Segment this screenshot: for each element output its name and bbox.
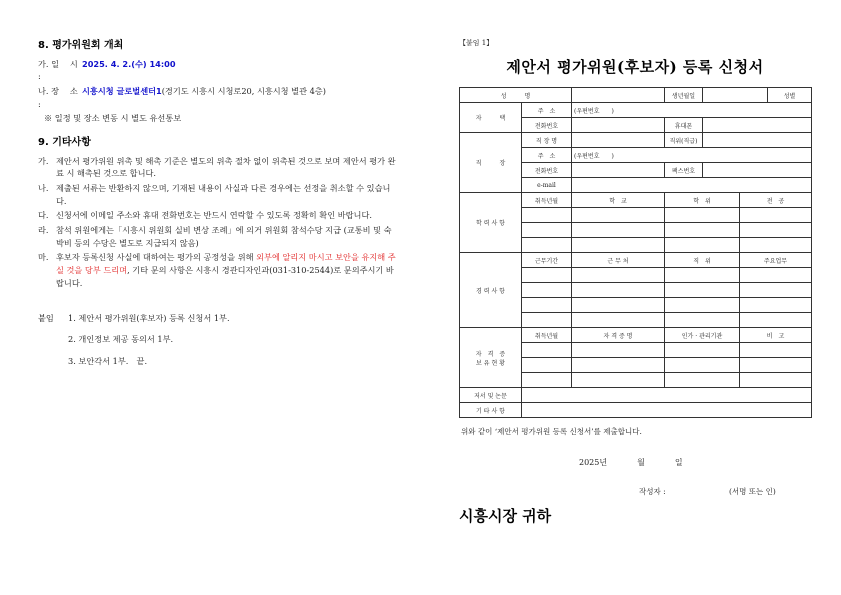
home-label: 자 택 — [460, 103, 522, 133]
fax-field[interactable] — [703, 163, 812, 178]
venue-row — [38, 85, 398, 110]
venue-label: 나. 장 소 : — [38, 85, 78, 109]
list-item-security: 마. 후보자 등록신청 사실에 대하여는 평가의 공정성을 위해 외부에 알리지 마시고 보안을 유지해 주실 것을 당부 드리며, 기타 문의 사항은 시흥시 경관디자인과(031-310-2544)로 문의주시기 바랍니다. — [38, 252, 396, 288]
list-item: 나. 제출된 서류는 반환하지 않으며, 기재된 내용이 사실과 다른 경우에는 선정을 취소할 수 있습니다. — [38, 182, 391, 206]
list-item: 가. 제안서 평가위원 위촉 및 해촉 기준은 별도의 위촉 절차 없이 위촉된 것으로 보며 제안서 평가 완료 시 해촉된 것으로 합니다. — [38, 155, 396, 179]
birth-field[interactable] — [703, 88, 768, 103]
work-address-field[interactable]: (우편번호 ) — [572, 148, 812, 163]
schedule-label: 가. 일 시 : — [38, 58, 78, 82]
date-line — [579, 457, 811, 468]
list-item: 다. 신청서에 이메일 주소와 휴대 전화번호는 반드시 연락할 수 있도록 정확히 확인 바랍니다. — [38, 210, 372, 221]
section-8-title: 8. 평가위원회 개최 — [38, 40, 124, 51]
certificate-label: 자 격 증 보 유 현 황 — [460, 328, 522, 388]
signature-line — [639, 486, 811, 497]
left-page — [38, 38, 398, 377]
career-label: 경 력 사 항 — [460, 253, 522, 328]
papers-field[interactable] — [522, 388, 812, 403]
work-phone-field[interactable] — [572, 163, 665, 178]
submission-statement: 위와 같이 ‘제안서 평가위원 등록 신청서’를 제출합니다. — [461, 427, 642, 436]
writer-label: 작성자 : — [639, 487, 666, 496]
schedule-row — [38, 58, 398, 83]
venue-address: (경기도 시흥시 시청로20, 시흥시청 별관 4층) — [161, 85, 326, 96]
position-field[interactable] — [703, 133, 812, 148]
attachment-item: 2. 개인정보 제공 동의서 1부. — [68, 334, 174, 345]
list-item: 라. 참석 위원에게는「시흥시 위원회 실비 변상 조례」에 의거 위원회 참석수당 지급 (교통비 및 숙박비 등의 수당은 별도로 지급되지 않음) — [38, 225, 392, 248]
papers-label: 저서 및 논문 — [460, 388, 522, 403]
schedule-note: ※ 일정 및 장소 변동 시 별도 유선통보 — [44, 113, 182, 124]
date-month: 월 — [637, 458, 645, 467]
name-label: 성 명 — [460, 88, 572, 103]
attach-label: 붙임 — [38, 312, 54, 323]
home-phone-field[interactable] — [572, 118, 665, 133]
seal-label: (서명 또는 인) — [729, 487, 776, 496]
email-field[interactable] — [572, 178, 812, 193]
etc-label: 기 타 사 항 — [460, 403, 522, 418]
attachments — [38, 312, 398, 368]
right-page — [459, 38, 811, 526]
form-title: 제안서 평가위원(후보자) 등록 신청서 — [506, 58, 764, 76]
attachment-item: 1. 제안서 평가위원(후보자) 등록 신청서 1부. — [68, 312, 230, 323]
addressee: 시흥시장 귀하 — [459, 507, 552, 525]
security-warning: 외부에 알리지 마시고 보안을 유지해 주실 것을 당부 드리며 — [56, 252, 396, 276]
gender-label: 성별 — [768, 88, 812, 103]
attachment-tag: 【붙임 1】 — [459, 39, 494, 47]
attachment-item: 3. 보안각서 1부. 끝. — [68, 355, 148, 366]
date-year: 2025년 — [579, 458, 608, 467]
venue-value: 시흥시청 글로벌센터1 — [82, 85, 162, 96]
education-label: 학 력 사 항 — [460, 193, 522, 253]
home-address-field[interactable]: (우편번호 ) — [572, 103, 812, 118]
name-field[interactable] — [572, 88, 665, 103]
company-field[interactable] — [572, 133, 665, 148]
etc-field[interactable] — [522, 403, 812, 418]
date-day: 일 — [674, 458, 683, 467]
section-9-title: 9. 기타사항 — [38, 137, 91, 149]
work-label: 직 장 — [460, 133, 522, 193]
birth-label: 생년월일 — [665, 88, 703, 103]
mobile-field[interactable] — [703, 118, 812, 133]
application-form: 성 명 생년월일 성별 자 택 주 소 (우편번호 ) 전화번호 휴대폰 직 장 직 장 명 직위(직급) 주 소 (우편번호 ) 전화번호 팩스번호 e-mail 학 력 사 항 취득년월 학 교 학 위 전 공 경 력 사 항 근무기간 근 무 처 직 위 주요업무 자 격 증 보 유 현 황 취득년월 자 격 증 명 인가 · 관리기관 비 고 저서 및 논문 기 타 사 항 — [459, 87, 812, 418]
schedule-value: 2025. 4. 2.(수) 14:00 — [82, 58, 176, 69]
